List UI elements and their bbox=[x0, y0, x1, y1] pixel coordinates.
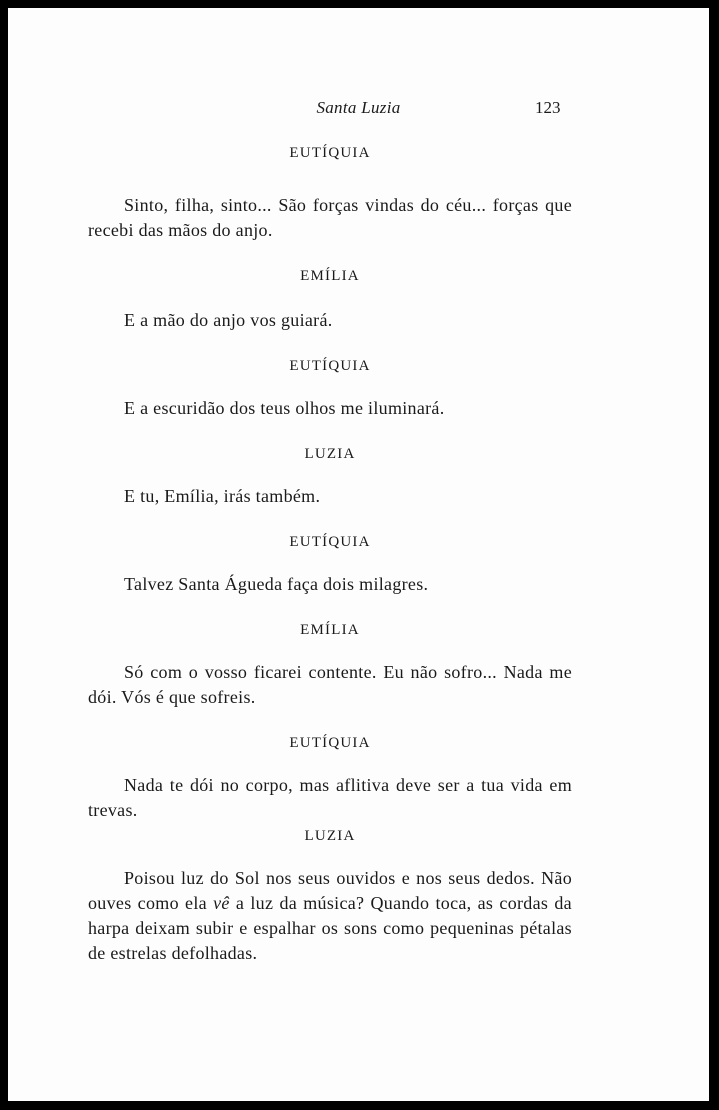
speech-paragraph: Nada te dói no corpo, mas aflitiva deve ser a tua vida em trevas. bbox=[88, 775, 572, 820]
book-page bbox=[8, 8, 709, 1101]
speaker-name: EUTÍQUIA bbox=[289, 145, 371, 161]
speaker-name: EUTÍQUIA bbox=[289, 735, 371, 751]
speech-paragraph: Talvez Santa Águeda faça dois milagres. bbox=[124, 574, 429, 594]
speech-text: a luz da música? Quando toca, as cordas da harpa deixam subir e espalhar os sons como pequeninas pétalas de estrelas defolhadas. bbox=[88, 893, 572, 963]
speaker-name: EUTÍQUIA bbox=[289, 358, 371, 374]
speaker-name: EMÍLIA bbox=[300, 268, 360, 284]
running-title: Santa Luzia bbox=[316, 98, 401, 117]
speech-paragraph bbox=[88, 866, 572, 966]
speaker-name: EUTÍQUIA bbox=[289, 534, 371, 550]
emphasized-word: vê bbox=[213, 893, 230, 913]
speaker-name: LUZIA bbox=[304, 828, 356, 844]
page-header bbox=[8, 98, 709, 122]
speaker-name: LUZIA bbox=[304, 446, 356, 462]
page-number: 123 bbox=[535, 98, 561, 117]
speech-paragraph: E tu, Emília, irás também. bbox=[124, 486, 321, 506]
speech-paragraph: Sinto, filha, sinto... São forças vindas do céu... forças que recebi das mãos do anjo. bbox=[88, 195, 572, 240]
speech-paragraph: E a escuridão dos teus olhos me iluminará. bbox=[124, 398, 445, 418]
speech-paragraph: E a mão do anjo vos guiará. bbox=[124, 310, 333, 330]
speech-paragraph: Só com o vosso ficarei contente. Eu não sofro... Nada me dói. Vós é que sofreis. bbox=[88, 662, 572, 707]
speech-text: Poisou luz do Sol nos seus ouvidos e nos seus dedos. Não ouves como ela bbox=[88, 868, 572, 913]
dialogue-text bbox=[88, 143, 572, 966]
speaker-name: EMÍLIA bbox=[300, 622, 360, 638]
